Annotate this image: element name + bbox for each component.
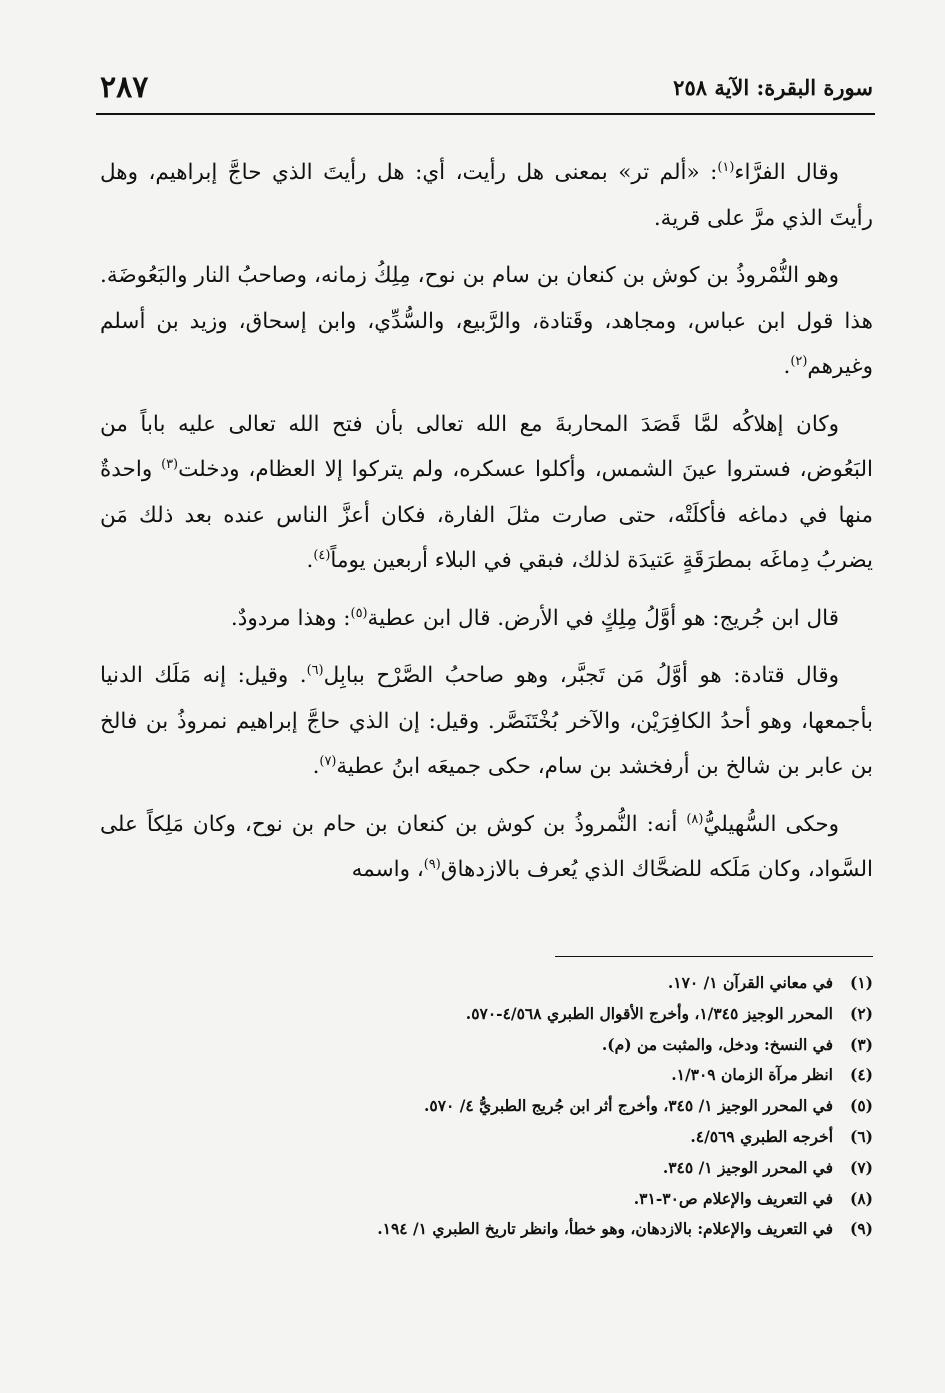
running-title: سورة البقرة: الآية ٢٥٨ [673,75,873,100]
footnote-divider [555,956,873,957]
footnote-text: في المحرر الوجيز ١/ ٣٤٥. [662,1157,833,1177]
footnote-item [100,1214,873,1245]
text-run: . [783,354,791,379]
footnote-number: (٧) [849,1157,873,1177]
text-run: وحكى السُّهيليُّ [703,811,839,837]
text-run: . [312,754,320,779]
footnote-ref: (٧) [319,753,337,769]
footnote-number: (٣) [849,1034,873,1054]
page-number: ٢٨٧ [100,70,149,105]
footnote-text: في النسخ: ودخل، والمثبت من (م). [601,1034,833,1054]
footnote-ref: (٢) [790,353,808,369]
text-run: وكان إهلاكُه لمَّا قَصَدَ المحاربةَ مع الله تعالى بأن فتح الله تعالى عليه باباً من البَعُوض، فستروا عينَ الشمس، وأكلوا عسكره، ولم يتركوا إلا العظام، ودخلت [100,411,874,482]
paragraph [100,402,873,584]
text-run: . وقيل: إنه مَلَك الدنيا بأجمعها، وهو أحدُ الكافِرَيْن، والآخر بُخْتَنَصَّر. وقيل: إن الذي حاجَّ إبراهيم نمروذُ بن فالخ بن عابر بن شالخ بن أرفخشد بن سام، حكى جميعَه ابنُ عطية [100,663,873,779]
footnote-text: في التعريف والإعلام: بالازدهان، وهو خطأ، وانظر تاريخ الطبري ١/ ١٩٤. [377,1219,833,1239]
footnotes [100,968,873,1245]
text-run: وهو النُّمْروذُ بن كوش بن كنعان بن سام بن نوح، مِلِكُ زمانه، وصاحبُ النار والبَعُوضَة. هذا قول ابن عباس، ومجاهد، وقَتادة، والرَّبيع، والسُّدِّي، وابن إسحاق، وزيد بن أسلم وغيرهم [100,263,873,379]
text-run: أنه: النُّمروذُ بن كوش بن كنعان بن حام بن نوح، وكان مَلِكاً على السَّواد، وكان مَلَكه للضحَّاك الذي يُعرف بالازدهاق [100,811,873,882]
footnote-item [100,968,873,999]
paragraph [100,596,873,642]
text-run: وقال قتادة: هو أوَّلُ مَن تَجبَّر، وهو صاحبُ الصَّرْح ببابِل [323,663,839,688]
footnote-number: (٨) [849,1188,873,1208]
footnote-item [100,1122,873,1153]
footnote-item [100,1060,873,1091]
text-run: : وهذا مردودٌ. [230,605,351,631]
text-run: . [306,548,314,573]
footnote-number: (٩) [849,1219,873,1239]
footnote-ref: (٦) [306,662,324,678]
footnote-number: (٢) [849,1003,873,1023]
footnote-item [100,1030,873,1061]
footnote-ref: (١) [717,159,735,175]
footnote-number: (٦) [849,1126,873,1146]
text-run: واحدةٌ منها في دماغه فأكلَتْه، حتى صارت مثلَ الفارة، فكان أعزَّ الناس عنده بعد ذلك مَن يضربُ دِماغَه بمطرَقَةٍ عَتيدَة لذلك، فبقي في البلاء أربعين يوماً [100,457,873,573]
paragraph [100,253,873,390]
footnote-text: في المحرر الوجيز ١/ ٣٤٥، وأخرج أثر ابن جُريج الطبريُّ ٤/ ٥٧٠. [423,1096,833,1116]
footnote-item [100,999,873,1030]
text-run: ، واسمه [351,857,424,882]
footnote-text: أخرجه الطبري ٤/٥٦٩. [690,1126,833,1146]
footnote-ref: (٩) [423,856,441,872]
footnote-text: في معاني القرآن ١/ ١٧٠. [667,973,833,992]
footnote-item [100,1091,873,1122]
header-divider [96,113,875,115]
footnote-ref: (٨) [686,811,704,827]
text-run: قال ابن جُريج: هو أوَّلُ مِلِكٍ في الأرض. قال ابن عطية [367,605,839,631]
footnote-number: (١) [849,973,873,992]
footnote-text: المحرر الوجيز ١/٣٤٥، وأخرج الأقوال الطبري ٤/٥٦٨-٥٧٠. [465,1003,833,1023]
footnote-ref: (٣) [161,456,179,472]
footnote-ref: (٤) [313,547,331,563]
footnote-item [100,1184,873,1215]
main-text [100,150,873,905]
text-run: وقال الفرَّاء [734,160,840,185]
footnote-text: في التعريف والإعلام ص٣٠-٣١. [633,1188,833,1208]
paragraph [100,802,873,893]
paragraph [100,653,873,790]
footnote-item [100,1153,873,1184]
footnote-number: (٥) [849,1096,873,1116]
footnote-ref: (٥) [350,605,368,621]
footnote-number: (٤) [849,1065,873,1085]
text-run: : «ألم تر» بمعنى هل رأيت، أي: هل رأيتَ الذي حاجَّ إبراهيم، وهل رأيتَ الذي مرَّ على قرية. [100,160,873,231]
footnote-text: انظر مرآة الزمان ١/٣٠٩. [671,1065,833,1085]
paragraph [100,150,873,241]
